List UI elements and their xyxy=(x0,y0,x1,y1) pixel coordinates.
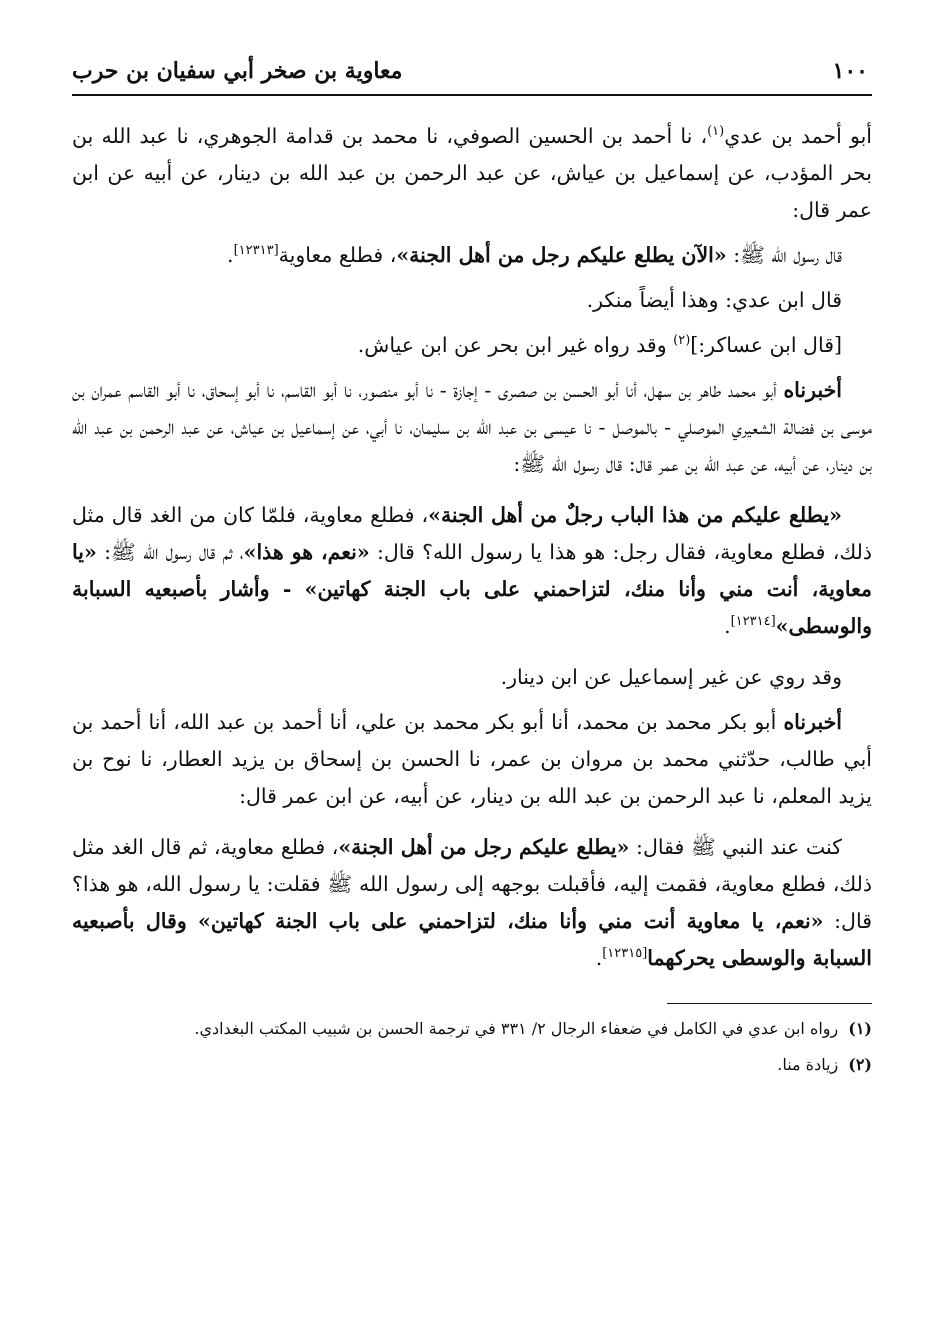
footnotes xyxy=(72,1014,872,1080)
text-span: ، فطلع معاوية xyxy=(278,243,397,267)
page-header xyxy=(72,52,872,96)
hadith-reference-number: [١٢٣١٣] xyxy=(233,243,279,259)
footnote-2 xyxy=(72,1050,872,1080)
hadith-reference-number: [١٢٣١٥] xyxy=(602,946,648,962)
paragraph-4 xyxy=(72,327,872,364)
paragraph-1 xyxy=(72,118,872,229)
paragraph-2 xyxy=(72,237,872,274)
text-span: ، ثم قال رسول الله ﷺ: xyxy=(96,540,244,564)
footnote-1 xyxy=(72,1014,872,1044)
text-span: . xyxy=(724,614,731,638)
hadith-text: «يا معاوية، أنت مني وأنا منك، لتزاحمني على باب الجنة كهاتين» - وأشار بأصبعيه السبابة والوسطى» xyxy=(72,540,872,638)
paragraph-7: وقد روي عن غير إسماعيل عن ابن دينار. xyxy=(500,665,842,689)
footnote-number: (٢) xyxy=(848,1055,872,1074)
hadith-text: «نعم، يا معاوية أنت مني وأنا منك، لتزاحمني على باب الجنة كهاتين» وقال بأصبعيه السبابة والوسطى يحركهما xyxy=(72,909,872,970)
text-span: أبو محمد طاهر بن سهل، أنا أبو الحسن بن صصرى - إجازة - نا أبو منصور، نا أبو القاسم، نا أبو إسحاق، نا أبو القاسم عمران بن موسى بن فضالة الشعيري الموصلي - بالموصل - نا عيسى بن عبد الله بن سليمان، نا أبي، عن إسماعيل بن عياش، عن عبد الرحمن بن عبد الله بن دينار، عن أبيه، عن عبد الله بن عمر قال: قال رسول الله ﷺ: xyxy=(72,378,872,476)
text-span: قال رسول الله ﷺ: xyxy=(726,243,842,267)
hadith-text: «الآن يطلع عليكم رجل من أهل الجنة» xyxy=(396,243,727,267)
footnote-text: رواه ابن عدي في الكامل في ضعفاء الرجال ٢/ ٣٣١ في ترجمة الحسن بن شبيب المكتب البغدادي. xyxy=(194,1019,839,1038)
main-text xyxy=(72,118,872,977)
hadith-text: «نعم، هو هذا» xyxy=(243,540,370,564)
running-title: معاوية بن صخر أبي سفيان بن حرب xyxy=(72,58,403,84)
text-span: أبو أحمد بن عدي xyxy=(724,124,872,148)
chain-lead-word: أخبرناه xyxy=(783,378,842,402)
text-span: ، فطلع معاوية، ثم قال الغد مثل ذلك، فطلع معاوية، فقمت إليه، فأقبلت بوجهه إلى رسول الله ﷺ فقلت: يا رسول الله، هو هذا؟ قال: xyxy=(72,835,872,933)
text-span: كنت عند النبي ﷺ فقال: xyxy=(629,835,843,859)
paragraph-9 xyxy=(72,829,872,977)
text-span: ، فطلع معاوية، فلمّا كان من الغد قال مثل ذلك، فطلع معاوية، فقال رجل: هو هذا يا رسول الله؟ قال: xyxy=(72,503,873,564)
footnote-number: (١) xyxy=(848,1019,872,1038)
footnote-separator xyxy=(667,1003,872,1004)
hadith-reference-number: [١٢٣١٤] xyxy=(730,614,776,630)
footnote-marker: (٢) xyxy=(673,333,691,349)
paragraph-3: قال ابن عدي: وهذا أيضاً منكر. xyxy=(586,288,842,312)
text-span: ، نا أحمد بن الحسين الصوفي، نا محمد بن قدامة الجوهري، نا عبد الله بن بحر المؤدب، عن إسماعيل بن عياش، عن عبد الرحمن بن عبد الله بن دينار، عن أبيه عن ابن عمر قال: xyxy=(72,124,872,222)
paragraph-5 xyxy=(72,372,872,483)
hadith-text: «يطلع عليكم من هذا الباب رجلٌ من أهل الجنة» xyxy=(428,503,842,527)
text-span: أبو بكر محمد بن محمد، أنا أبو بكر محمد بن علي، أنا أحمد بن عبد الله، أنا أحمد بن أبي طالب، حدّثني محمد بن مروان بن عمر، نا الحسن بن إسحاق بن يزيد العطار، نا نوح بن يزيد المعلم، نا عبد الرحمن بن عبد الله بن دينار، عن أبيه، عن ابن عمر قال: xyxy=(72,710,872,808)
paragraph-8 xyxy=(72,704,872,815)
footnote-text: زيادة منا. xyxy=(777,1055,839,1074)
text-span: . xyxy=(595,946,603,970)
hadith-text: «يطلع عليكم رجل من أهل الجنة» xyxy=(338,835,630,859)
text-span: . xyxy=(227,243,234,267)
chain-lead-word: أخبرناه xyxy=(783,710,842,734)
footnote-marker: (١) xyxy=(707,124,725,140)
header-rule xyxy=(72,94,872,96)
book-page xyxy=(72,52,872,1337)
paragraph-6 xyxy=(72,497,872,645)
text-span: [قال ابن عساكر:] xyxy=(690,333,842,357)
text-span: وقد رواه غير ابن بحر عن ابن عياش. xyxy=(357,333,674,357)
page-number: ١٠٠ xyxy=(832,58,868,84)
